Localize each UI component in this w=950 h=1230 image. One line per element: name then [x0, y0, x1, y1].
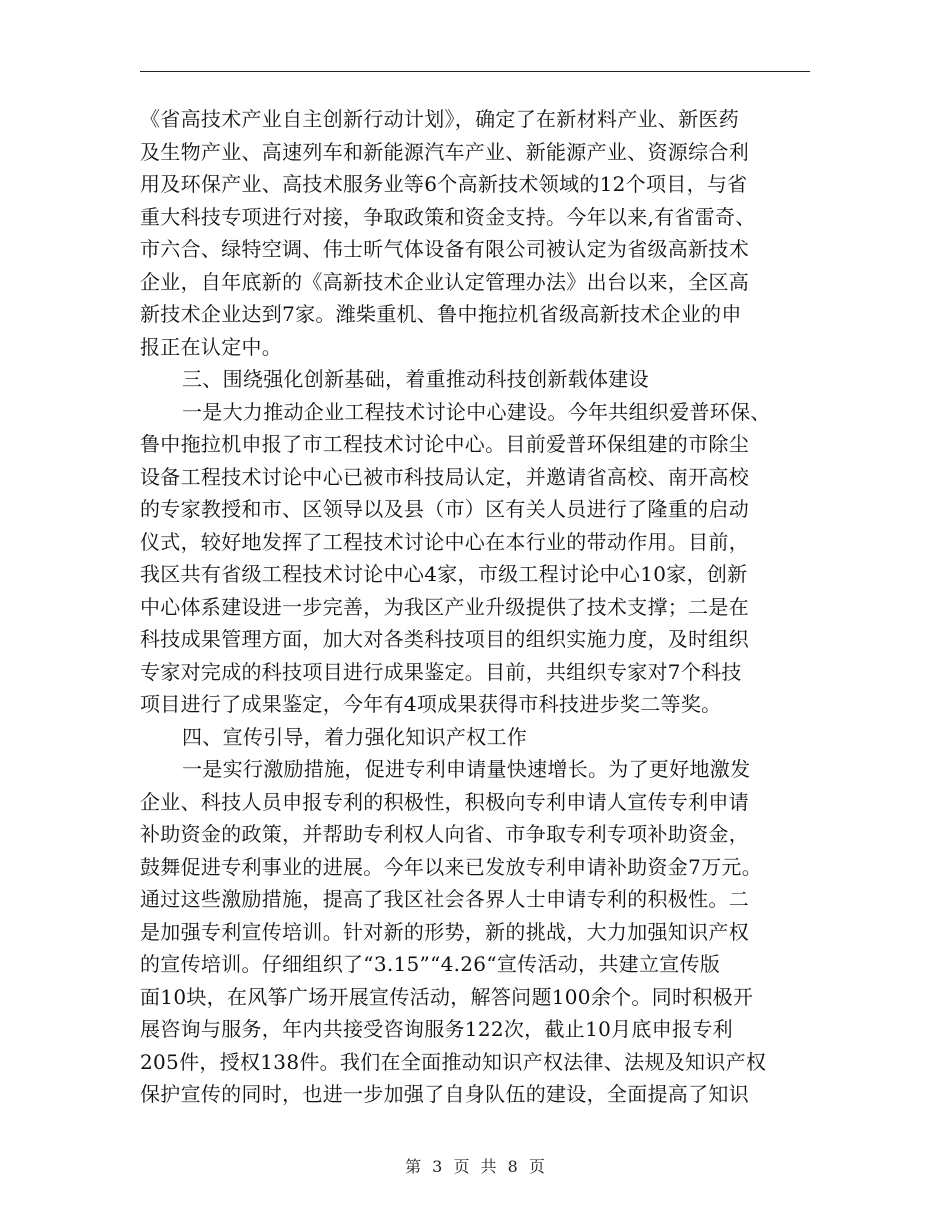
text-line: 报正在认定中。 [140, 334, 283, 359]
text-line: 重大科技专项进行对接，争取政策和资金支持。今年以来,有省雷奇、 [140, 204, 756, 229]
text-line: 的宣传培训。仔细组织了“3.15”“4.26“宣传活动，共建立宣传版 [140, 952, 721, 976]
text-line: 是加强专利宣传培训。针对新的形势，新的挑战，大力加强知识产权 [140, 919, 749, 944]
text-line: 通过这些激励措施，提高了我区社会各界人士申请专利的积极性。二 [140, 887, 749, 911]
text-line: 新技术企业达到7家。潍柴重机、鲁中拖拉机省级高新技术企业的申 [140, 302, 742, 326]
text-line: 仪式，较好地发挥了工程技术讨论中心在本行业的带动作用。目前， [140, 529, 749, 554]
text-line: 展咨询与服务，年内共接受咨询服务122次，截止10月底申报专利 [140, 1017, 733, 1041]
text-line: 我区共有省级工程技术讨论中心4家，市级工程讨论中心10家，创新 [140, 562, 748, 586]
body-text [140, 103, 820, 1111]
text-line: 鼓舞促进专利事业的进展。今年以来已发放专利申请补助资金7万元。 [140, 854, 763, 879]
text-line: 专家对完成的科技项目进行成果鉴定。目前，共组织专家对7个科技 [140, 659, 742, 684]
text-line: 的专家教授和市、区领导以及县（市）区有关人员进行了隆重的启动 [140, 497, 749, 521]
text-line: 三、围绕强化创新基础，着重推动科技创新载体建设 [182, 367, 649, 391]
text-line: 鲁中拖拉机申报了市工程技术讨论中心。目前爱普环保组建的市除尘 [140, 432, 749, 456]
text-line: 一是实行激励措施，促进专利申请量快速增长。为了更好地激发 [182, 757, 751, 781]
text-line: 市六合、绿特空调、伟士昕气体设备有限公司被认定为省级高新技术 [140, 237, 749, 261]
text-line: 保护宣传的同时，也进一步加强了自身队伍的建设，全面提高了知识 [140, 1082, 749, 1106]
header-rule [140, 71, 810, 72]
page-footer: 第 3 页 共 8 页 [405, 1157, 545, 1176]
text-line: 项目进行了成果鉴定，今年有4项成果获得市科技进步奖二等奖。 [140, 692, 722, 716]
text-line: 面10块，在风筝广场开展宣传活动，解答问题100余个。同时积极开 [140, 984, 754, 1009]
text-line: 企业、科技人员申报专利的积极性，积极向专利申请人宣传专利申请 [140, 789, 749, 814]
text-line: 四、宣传引导，着力强化知识产权工作 [182, 724, 528, 749]
text-line: 《省高技术产业自主创新行动计划》，确定了在新材料产业、新医药 [140, 107, 739, 131]
text-line: 科技成果管理方面，加大对各类科技项目的组织实施力度，及时组织 [140, 627, 749, 651]
text-line: 设备工程技术讨论中心已被市科技局认定，并邀请省高校、南开高校 [140, 464, 749, 489]
text-line: 补助资金的政策，并帮助专利权人向省、市争取专利专项补助资金， [140, 822, 749, 846]
text-line: 中心体系建设进一步完善，为我区产业升级提供了技术支撑；二是在 [140, 594, 749, 619]
text-line: 一是大力推动企业工程技术讨论中心建设。今年共组织爱普环保、 [182, 399, 771, 424]
text-line: 企业，自年底新的《高新技术企业认定管理办法》出台以来，全区高 [140, 269, 749, 294]
text-line: 及生物产业、高速列车和新能源汽车产业、新能源产业、资源综合利 [140, 139, 749, 164]
text-line: 205件，授权138件。我们在全面推动知识产权法律、法规及知识产权 [140, 1049, 767, 1074]
text-line: 用及环保产业、高技术服务业等6个高新技术领域的12个项目，与省 [140, 172, 748, 196]
